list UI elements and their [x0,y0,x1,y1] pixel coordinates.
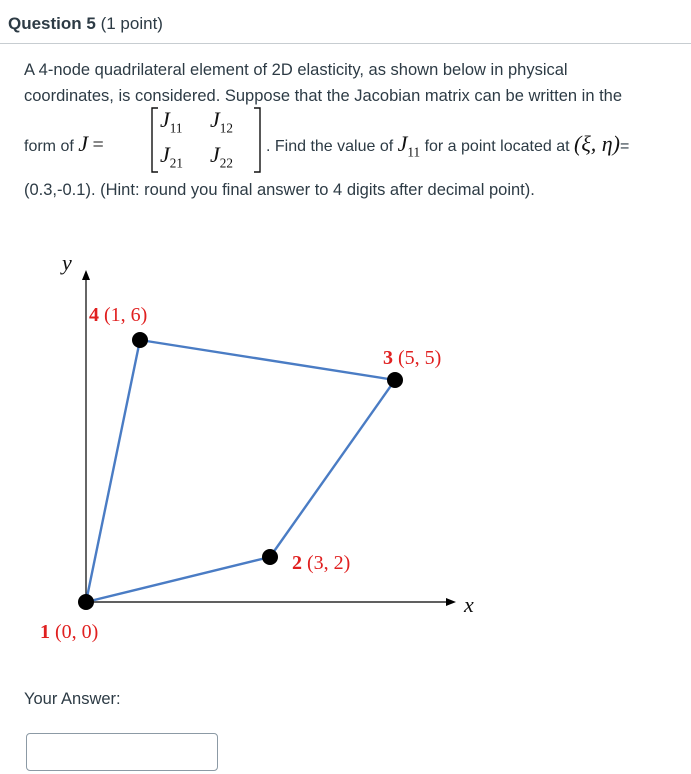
element-diagram [0,250,691,660]
matrix-j12: $J_{12}$ [210,107,233,136]
question-line-3 [24,132,104,159]
node-4-marker [132,332,148,348]
node-3-label: 3 (5, 5) [383,347,442,369]
line3-eqsign: = [620,138,630,155]
node-4-label: 4 (1, 6) [89,304,148,326]
line3-suffix: for a point located at [424,138,570,155]
xi-eta: (ξ, η) [574,131,620,156]
x-axis-arrow [446,598,456,606]
node-2-marker [262,549,278,565]
question-points: (1 point) [100,14,163,33]
question-title: Question 5 [8,14,96,33]
answer-input[interactable] [26,733,218,771]
question-line-4: (0.3,-0.1). (Hint: round you final answer to 4 digits after decimal point). [24,181,535,199]
answer-label: Your Answer: [24,690,121,708]
line3-prefix: form of [24,138,74,155]
node-1-marker [78,594,94,610]
edge-4-1 [86,340,140,602]
x-axis-label: x [464,592,474,617]
edge-2-3 [270,380,395,557]
matrix-j11: $J_{11}$ [160,107,183,136]
node-3-marker [387,372,403,388]
jacobian-matrix [150,105,262,175]
node-2-label: 2 (3, 2) [292,552,351,574]
question-line-3-rest [266,132,629,164]
edge-1-2 [86,557,270,602]
matrix-j21: $J_{21}$ [160,142,183,171]
edge-3-4 [140,340,395,380]
y-axis-arrow [82,270,90,280]
equals-sign: = [92,134,104,156]
matrix-j22: $J_{22}$ [210,142,233,171]
y-axis-label: y [62,250,72,275]
jacobian-symbol: J [78,131,89,156]
node-1-label: 1 (0, 0) [40,621,99,643]
question-line-1: A 4-node quadrilateral element of 2D elasticity, as shown below in physical [24,61,568,79]
question-line-2: coordinates, is considered. Suppose that the Jacobian matrix can be written in the [24,87,623,105]
target-j11: $J_{11}$ [397,131,421,160]
line3-mid: . Find the value of [266,138,394,155]
question-header [0,0,691,44]
